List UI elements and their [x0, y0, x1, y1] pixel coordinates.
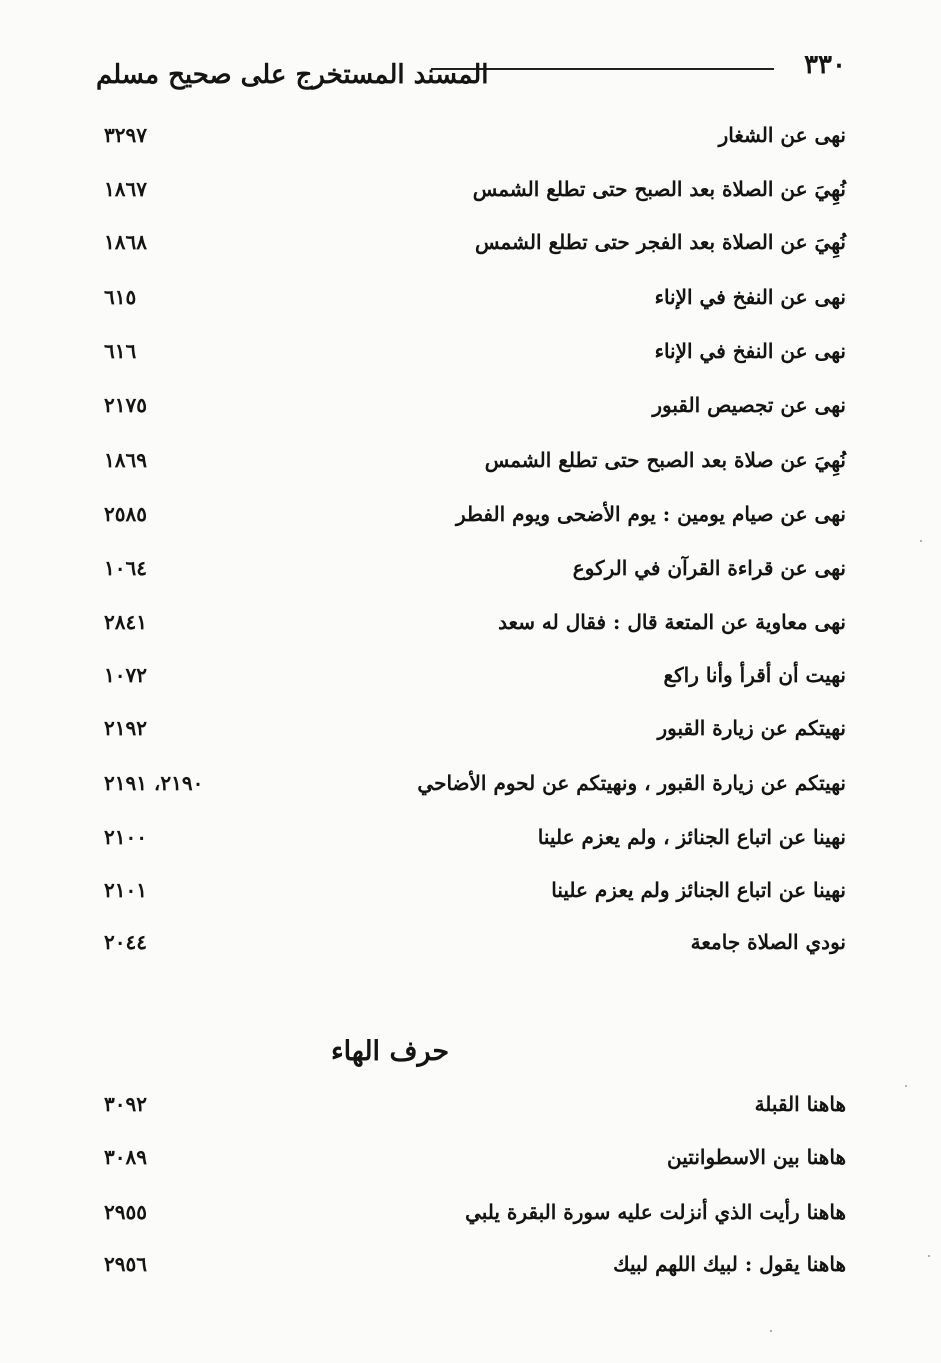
entry-text: نهى عن تجصيص القبور: [652, 393, 846, 417]
index-entry: [96, 556, 846, 596]
entry-text: نُهِيَ عن الصلاة بعد الفجر حتى تطلع الشمس: [474, 230, 846, 254]
entry-reference: ٦١٦: [104, 339, 137, 363]
entry-reference: ١٠٦٤: [104, 556, 147, 580]
scan-speck: [920, 540, 922, 542]
page-number: ٣٣٠: [804, 50, 846, 80]
index-entry: [96, 825, 846, 865]
entry-reference: ٢٩٥٥: [104, 1200, 147, 1224]
entry-text: نهى عن النفخ في الإناء: [654, 285, 846, 309]
entry-reference: ٣٠٩٢: [104, 1092, 147, 1116]
entry-text: نهى عن النفخ في الإناء: [654, 339, 846, 363]
entry-text: نهينا عن اتباع الجنائز ، ولم يعزم علينا: [537, 825, 846, 849]
entry-reference: ٢١٠١: [104, 878, 147, 902]
entry-text: نهيت أن أقرأ وأنا راكع: [663, 663, 846, 687]
entry-text: نهى عن الشغار: [718, 123, 846, 147]
entry-text: نهى معاوية عن المتعة قال : فقال له سعد: [498, 610, 846, 634]
entry-text: نهى عن صيام يومين : يوم الأضحى ويوم الفطر: [455, 502, 846, 526]
entry-reference: ٢١٧٥: [104, 393, 147, 417]
running-header: [96, 48, 846, 96]
index-entry: [96, 663, 846, 703]
index-entry: [96, 1092, 846, 1132]
entry-text: نهى عن قراءة القرآن في الركوع: [572, 556, 846, 580]
index-entry: [96, 1252, 846, 1292]
index-entry: [96, 502, 846, 542]
entry-text: هاهنا يقول : لبيك اللهم لبيك: [613, 1252, 846, 1276]
entry-text: نهيتكم عن زيارة القبور: [657, 716, 846, 740]
entry-reference: ٣٢٩٧: [104, 123, 147, 147]
entry-reference: ٦١٥: [104, 285, 137, 309]
entry-reference: ١٨٦٨: [104, 230, 147, 254]
index-entry: [96, 339, 846, 379]
book-title: المسند المستخرج على صحيح مسلم: [96, 60, 489, 90]
entry-reference: ٢١٩٠، ٢١٩١: [104, 771, 204, 795]
entry-text: نهينا عن اتباع الجنائز ولم يعزم علينا: [551, 878, 846, 902]
index-entry: [96, 123, 846, 163]
entry-reference: ٢١٠٠: [104, 825, 147, 849]
entry-reference: ٢١٩٢: [104, 716, 147, 740]
entry-reference: ٢٥٨٥: [104, 502, 147, 526]
entry-reference: ٢٩٥٦: [104, 1252, 147, 1276]
index-entry: [96, 448, 846, 488]
index-entry: [96, 930, 846, 970]
index-entry: [96, 285, 846, 325]
index-entry: [96, 771, 846, 811]
scan-speck: [905, 1085, 907, 1087]
entry-reference: ٢٨٤١: [104, 610, 147, 634]
entry-text: نُهِيَ عن صلاة بعد الصبح حتى تطلع الشمس: [484, 448, 846, 472]
entry-reference: ١٠٧٢: [104, 663, 147, 687]
index-entry: [96, 610, 846, 650]
entry-reference: ١٨٦٧: [104, 177, 147, 201]
section-heading: حرف الهاء: [330, 1036, 450, 1067]
index-entry: [96, 393, 846, 433]
index-entry: [96, 878, 846, 918]
entry-text: نُهِيَ عن الصلاة بعد الصبح حتى تطلع الشمس: [472, 177, 846, 201]
scan-speck: [770, 1330, 772, 1332]
entry-text: هاهنا القبلة: [754, 1092, 846, 1116]
index-entry: [96, 230, 846, 270]
entry-text: نودي الصلاة جامعة: [690, 930, 846, 954]
index-entry: [96, 1200, 846, 1240]
entry-reference: ٢٠٤٤: [104, 930, 147, 954]
index-entry: [96, 177, 846, 217]
entry-text: هاهنا بين الاسطوانتين: [667, 1145, 846, 1169]
entry-text: هاهنا رأيت الذي أنزلت عليه سورة البقرة يلبي: [465, 1200, 846, 1224]
index-entry: [96, 716, 846, 756]
entry-reference: ٣٠٨٩: [104, 1145, 147, 1169]
index-entry: [96, 1145, 846, 1185]
scan-speck: [928, 1255, 930, 1257]
entry-reference: ١٨٦٩: [104, 448, 147, 472]
entry-text: نهيتكم عن زيارة القبور ، ونهيتكم عن لحوم الأضاحي: [417, 771, 846, 795]
